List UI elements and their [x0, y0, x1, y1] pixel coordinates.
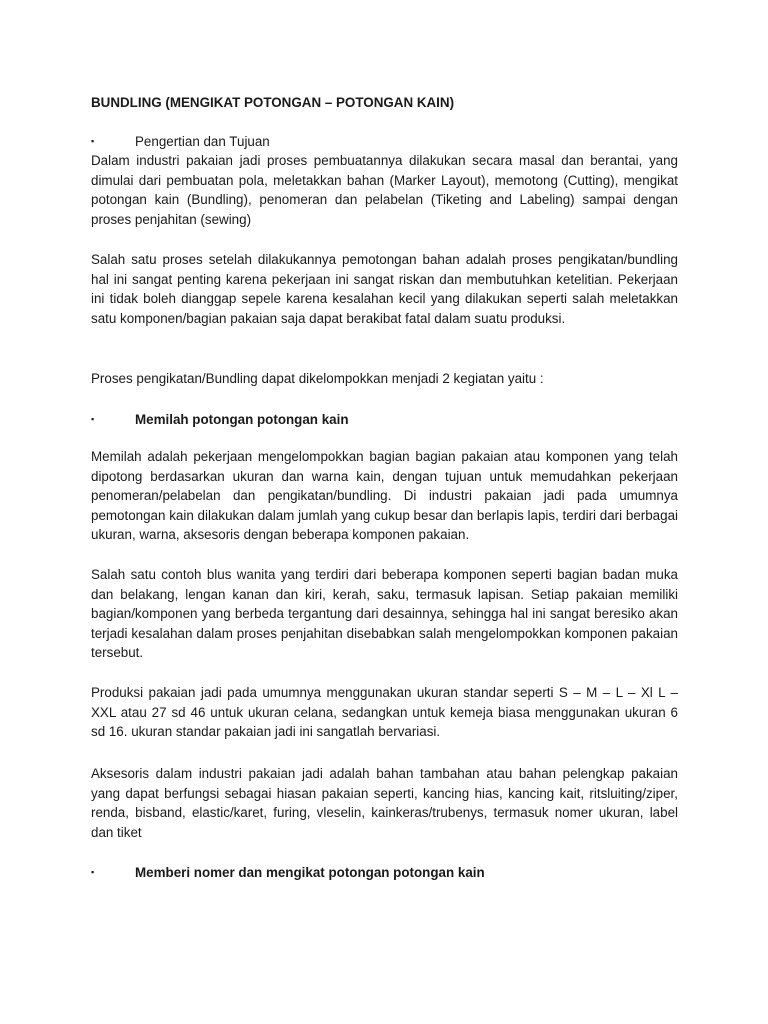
square-bullet-icon: ▪ — [91, 136, 95, 146]
paragraph-two-activities: Proses pengikatan/Bundling dapat dikelompokkan menjadi 2 kegiatan yaitu : — [91, 371, 544, 386]
paragraph-intro: Dalam industri pakaian jadi proses pembuatannya dilakukan secara masal dan berantai, yang dimulai dari pembuatan pola, meletakkan bahan (Marker Layout), memotong (Cutting), mengikat potongan kain (Bundling), penomeran dan pelabelan (Tiketing and Labeling) sampai dengan proses penjahitan (sewing) — [91, 153, 678, 227]
square-bullet-icon: ▪ — [91, 414, 95, 424]
square-bullet-icon: ▪ — [91, 867, 95, 877]
paragraph-blus-example: Salah satu contoh blus wanita yang terdiri dari beberapa komponen seperti bagian badan muka dan belakang, lengan kanan dan kiri, kerah, saku, termasuk lapisan. Setiap pakaian memiliki bagian/komponen yang berbeda tergantung dari desainnya, sehingga hal ini sangat beresiko akan terjadi kesalahan dalam proses penjahitan disebabkan salah mengelompokkan komponen pakaian tersebut. — [91, 567, 678, 661]
section-heading-label: Pengertian dan Tujuan — [135, 134, 270, 149]
paragraph-ukuran-standar: Produksi pakaian jadi pada umumnya menggunakan ukuran standar seperti S – M – L – Xl L – XXL atau 27 sd 46 untuk ukuran celana, sedangkan untuk kemeja biasa menggunakan ukuran 6 sd 16. ukuran standar pakaian jadi ini sangatlah bervariasi. — [91, 685, 678, 740]
paragraph-memilah: Memilah adalah pekerjaan mengelompokkan bagian bagian pakaian atau komponen yang telah dipotong berdasarkan ukuran dan warna kain, dengan tujuan untuk memudahkan pekerjaan penomeran/pelabelan dan pengikatan/bundling. Di industri pakaian jadi pada umumnya pemotongan kain dilakukan dalam jumlah yang cukup besar dan berlapis lapis, terdiri dari berbagai ukuran, warna, aksesoris dengan beberapa komponen pakaian. — [91, 449, 678, 543]
section-heading-label: Memilah potongan potongan kain — [135, 412, 349, 427]
section-heading-label: Memberi nomer dan mengikat potongan potongan kain — [135, 865, 485, 880]
document-title: BUNDLING (MENGIKAT POTONGAN – POTONGAN KAIN) — [91, 95, 455, 110]
paragraph-aksesoris: Aksesoris dalam industri pakaian jadi adalah bahan tambahan atau bahan pelengkap pakaian yang dapat berfungsi sebagai hiasan pakaian seperti, kancing hias, kancing kait, ritsluiting/ziper, renda, bisband, elastic/karet, furing, vleselin, kainkeras/trubenys, termasuk nomer ukuran, label dan tiket — [91, 766, 678, 840]
paragraph-bundling-importance: Salah satu proses setelah dilakukannya pemotongan bahan adalah proses pengikatan/bundling hal ini sangat penting karena pekerjaan ini sangat riskan dan membutuhkan ketelitian. Pekerjaan ini tidak boleh dianggap sepele karena kesalahan kecil yang dilakukan seperti salah meletakkan satu komponen/bagian pakaian saja dapat berakibat fatal dalam suatu produksi. — [91, 252, 678, 326]
